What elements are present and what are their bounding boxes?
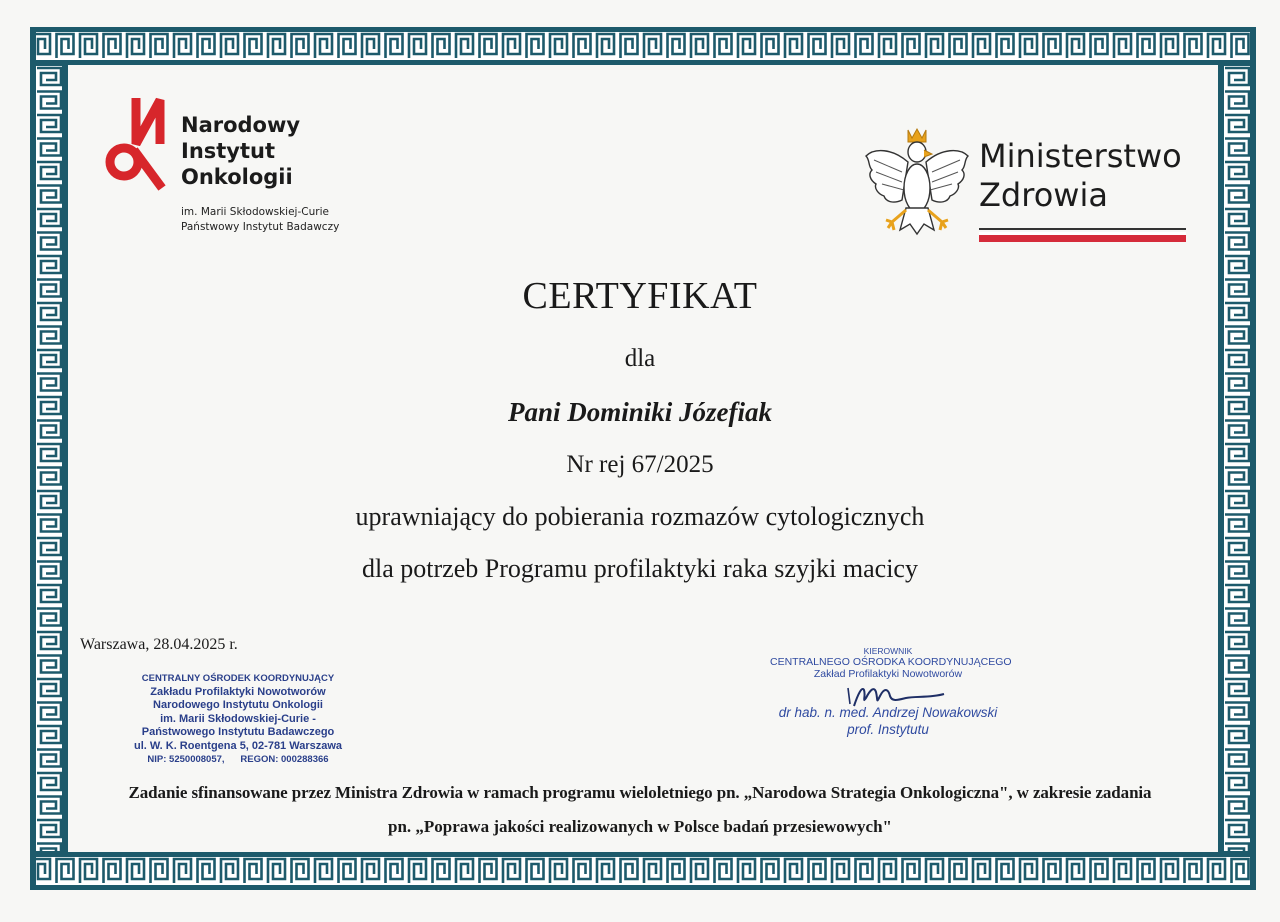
signatory-name: dr hab. n. med. Andrzej Nowakowski <box>778 705 998 720</box>
signatory-stamp <box>770 646 1012 680</box>
mz-logo-name <box>979 137 1182 215</box>
signatory-unit: CENTRALNEGO OŚRODKA KOORDYNUJĄCEGO <box>770 656 1012 668</box>
polish-flag-stripe <box>979 228 1186 242</box>
mz-name-line: Zdrowia <box>979 176 1108 214</box>
nio-logo-icon <box>100 92 172 192</box>
certificate-title: CERTYFIKAT <box>522 275 758 317</box>
nio-sub-line: Państwowy Instytut Badawczy <box>181 221 340 233</box>
signatory-role: KIEROWNIK <box>863 646 913 656</box>
mz-name-line: Ministerstwo <box>979 137 1182 175</box>
nio-name-line: Narodowy <box>181 113 301 137</box>
eagle-emblem-icon <box>862 126 972 244</box>
certificate-body-line1: uprawniający do pobierania rozmazów cytologicznych <box>355 502 925 531</box>
stamp-line: NIP: 5250008057, REGON: 000288366 <box>147 754 329 765</box>
nio-logo-name <box>181 112 300 190</box>
nio-logo-subtitle <box>181 205 339 235</box>
signatory-name-block <box>760 704 1016 738</box>
certificate-for: dla <box>624 345 656 372</box>
recipient-name: Pani Dominiki Józefiak <box>507 397 772 427</box>
funding-note-line2: pn. „Poprawa jakości realizowanych w Polsce badań przesiewowych" <box>388 817 892 836</box>
signatory-title: prof. Instytutu <box>847 722 929 737</box>
stamp-line: ul. W. K. Roentgena 5, 02-781 Warszawa <box>133 739 343 752</box>
registry-number: Nr rej 67/2025 <box>566 451 714 478</box>
stamp-line: CENTRALNY OŚRODEK KOORDYNUJĄCY <box>141 673 335 684</box>
stamp-line: Narodowego Instytutu Onkologii <box>153 699 323 711</box>
institution-stamp <box>88 672 388 767</box>
nio-sub-line: im. Marii Skłodowskiej-Curie <box>181 206 329 218</box>
funding-note-line1: Zadanie sfinansowane przez Ministra Zdrowia w ramach programu wieloletniego pn. „Narodowa Strategia Onkologiczna", w zakresie zadania <box>128 783 1152 802</box>
certificate-body-line2: dla potrzeb Programu profilaktyki raka szyjki macicy <box>362 554 918 583</box>
nio-name-line: Instytut <box>181 139 276 163</box>
border-bottom <box>30 852 1256 890</box>
border-top <box>30 27 1256 65</box>
nio-name-line: Onkologii <box>181 165 293 189</box>
stamp-line: Zakładu Profilaktyki Nowotworów <box>150 685 326 698</box>
signatory-department: Zakład Profilaktyki Nowotworów <box>813 668 963 680</box>
place-date: Warszawa, 28.04.2025 r. <box>80 636 238 653</box>
stamp-line: im. Marii Skłodowskiej-Curie - <box>160 712 316 725</box>
stamp-line: Państwowego Instytutu Badawczego <box>141 726 335 738</box>
